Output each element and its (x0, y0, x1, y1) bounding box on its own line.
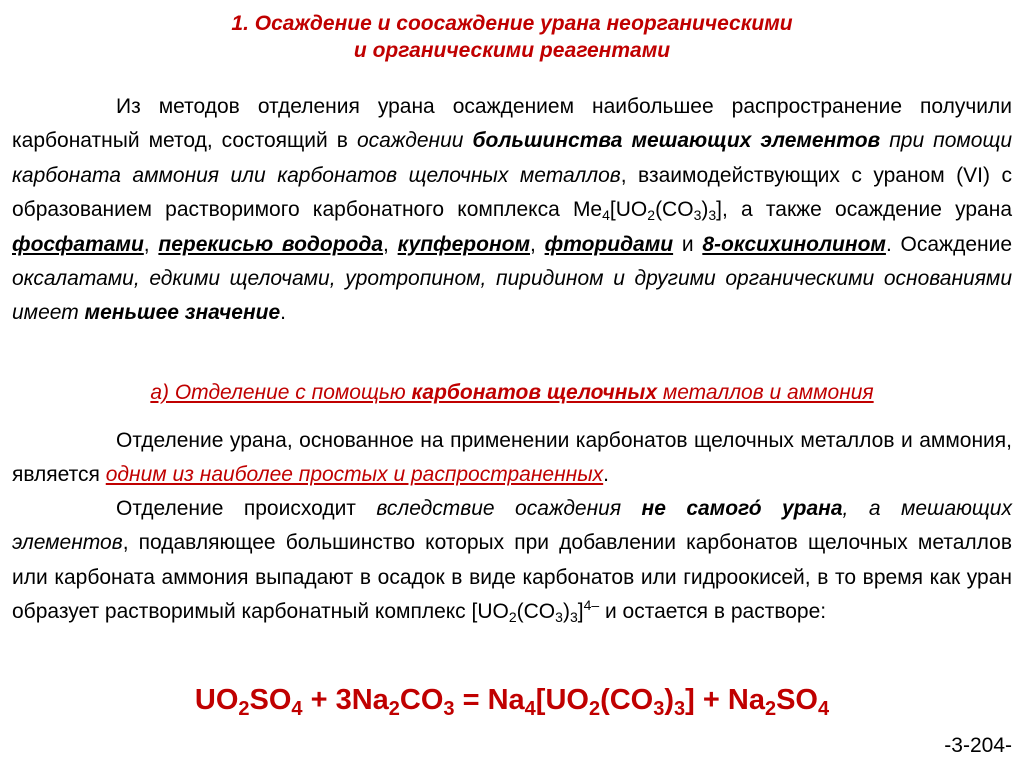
reagent-hydrogen-peroxide: перекисью водорода (158, 232, 384, 256)
eq-subscript: 2 (388, 698, 400, 720)
eq-subscript: 2 (588, 698, 601, 720)
text-run: , подавляющее большинство которых при добавлении карбонатов щелочных металлов или карбоната аммония выпадают в осадок в виде карбонатов или гидроокисей, в то время как уран образует растворимый карбонатный комплекс [UO (12, 531, 1012, 624)
eq-run: [UO (535, 684, 589, 716)
eq-subscript: 4 (524, 698, 536, 720)
subscript: 4 (602, 207, 610, 224)
paragraph-intro (12, 90, 1012, 331)
text-run: и остается в растворе: (599, 600, 827, 624)
text-run: ] (577, 600, 584, 624)
eq-run: SO (249, 684, 292, 716)
superscript: 4– (583, 597, 600, 614)
eq-subscript: 3 (443, 698, 455, 720)
text-run: , (530, 232, 545, 256)
text-run: , (383, 232, 398, 256)
subscript: 2 (647, 207, 656, 224)
text-run: , а мешающих элементов (12, 497, 1012, 555)
title-line-1: 1. Осаждение и соосаждение урана неорганическими (231, 12, 793, 35)
reagent-fluorides: фторидами (544, 232, 674, 256)
text-run: , (143, 232, 159, 256)
reagent-8-oxyquinoline: 8-оксихинолином (702, 232, 886, 256)
subscript: 3 (569, 609, 578, 626)
text-run: Из методов отделения урана осаждением наибольшее распространение получили карбонатный метод, состоящий в (12, 95, 1012, 153)
section-subheading (0, 378, 1024, 408)
subscript: 2 (508, 609, 517, 626)
text-run: карбонатов щелочных (411, 381, 657, 404)
text-run: осаждении (356, 129, 464, 153)
text-run: . (603, 463, 610, 487)
text-run: Отделение происходит (116, 497, 377, 520)
subscript: 3 (708, 207, 717, 224)
eq-run: CO (399, 684, 444, 716)
reagent-cupferron: купфероном (397, 232, 531, 256)
eq-run: + 3Na (302, 684, 389, 716)
text-run: ], а также осаждение урана (716, 198, 1012, 222)
text-run: . Осаждение (885, 232, 1013, 256)
text-run: ) (562, 600, 570, 624)
text-run (621, 497, 641, 520)
text-run: металлов и аммония (657, 381, 874, 404)
eq-subscript: 2 (238, 698, 250, 720)
eq-subscript: 4 (817, 698, 830, 720)
eq-subscript: 3 (674, 698, 686, 720)
eq-run: ] + Na (685, 684, 765, 716)
eq-subscript: 2 (764, 698, 777, 720)
paragraph-separation (12, 424, 1012, 493)
eq-subscript: 3 (653, 698, 665, 720)
text-run: , взаимодействующих с ураном (VI) с образованием растворимого карбонатного комплекса Me (12, 163, 1012, 222)
chemical-equation (0, 680, 1024, 720)
text-run: и (673, 232, 703, 256)
text-run: [UO (609, 198, 648, 222)
text-run: не самого́ урана (641, 497, 843, 520)
text-run: (CO (516, 600, 556, 624)
highlighted-phrase: одним из наиболее простых и распространенных (105, 463, 604, 487)
page-title (0, 10, 1024, 64)
text-run: оксалатами, едкими щелочами, уротропином, пиридином и другими органическими основаниями имеет (12, 267, 1012, 325)
eq-run: = Na (454, 684, 525, 716)
eq-run: (CO (600, 684, 654, 716)
subscript: 3 (693, 207, 702, 224)
eq-run: UO (194, 684, 239, 716)
eq-subscript: 4 (291, 698, 303, 720)
text-run: ) (701, 198, 709, 222)
text-run: Отделение урана, основанное на применении карбонатов щелочных металлов и аммония, является (12, 429, 1012, 487)
eq-run: ) (664, 684, 675, 716)
eq-run: SO (776, 684, 818, 716)
text-run: . (280, 301, 287, 325)
text-run: (CO (655, 198, 694, 222)
page-number: -3-204- (944, 734, 1012, 757)
reagent-phosphates: фосфатами (12, 232, 144, 256)
text-run: при помощи карбоната аммония или карбонатов щелочных металлов (12, 129, 1013, 187)
text-run: большинства мешающих элементов (472, 129, 881, 153)
paragraph-mechanism (12, 492, 1012, 630)
text-run: вследствие осаждения (376, 497, 622, 520)
text-run: меньшее значение (84, 301, 281, 325)
text-run: а) Отделение с помощью (150, 381, 412, 404)
subscript: 3 (555, 609, 563, 626)
title-line-2: и органическими реагентами (353, 39, 671, 62)
